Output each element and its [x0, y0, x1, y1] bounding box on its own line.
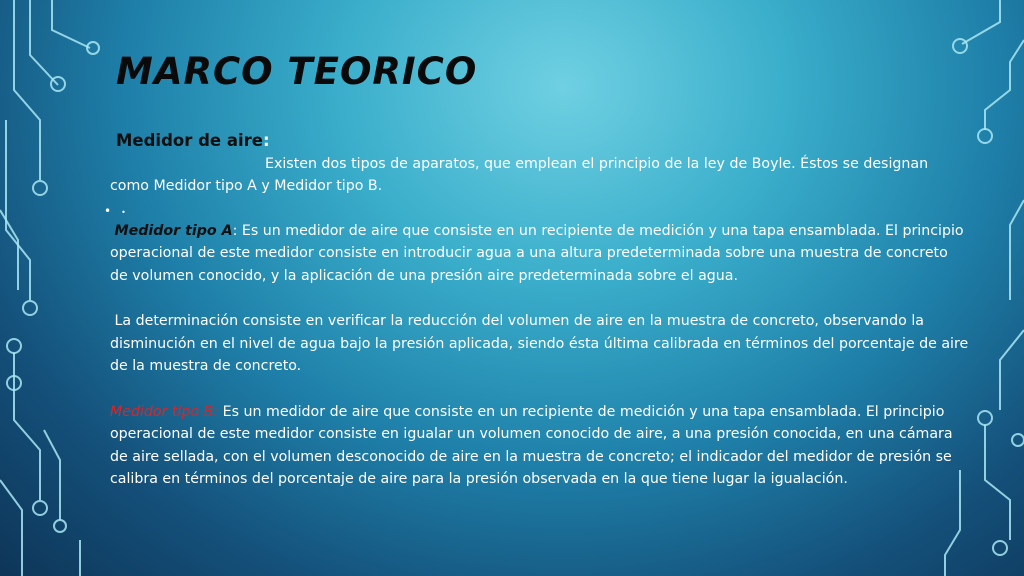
slide-body	[104, 130, 970, 491]
bullet-dot: •	[104, 203, 112, 218]
slide-title: MARCO TEORICO	[116, 50, 478, 93]
subheading	[116, 130, 970, 153]
intro-text: Existen dos tipos de aparatos, que emplean el principio de la ley de Boyle. Éstos se designan como Medidor tipo A y Medidor tipo B.	[110, 155, 929, 195]
paragraph-tipo-b-text: Es un medidor de aire que consiste en un recipiente de medición y una tapa ensamblada. El principio operacional de este medidor consiste en igualar un volumen conocido de aire, a una presión conocida, en una cámara de aire sellada, con el volumen desconocido de aire en la muestra de concreto; el indicador del medidor de presión se calibra en términos del porcentaje de aire para la presión observada en la que tiene lugar la igualación.	[110, 403, 953, 488]
intro-paragraph	[110, 153, 970, 198]
paragraph-determinacion-text: La determinación consiste en verificar la reducción del volumen de aire en la muestra de concreto, observando la disminución en el nivel de agua bajo la presión aplicada, siendo ésta última calibrada en términos del porcentaje de aire de la muestra de concreto.	[110, 313, 969, 375]
spacer	[110, 378, 970, 401]
paragraph-tipo-a	[110, 220, 970, 288]
term-medidor-tipo-b: Medidor tipo B:	[110, 403, 219, 420]
subheading-colon: :	[262, 131, 270, 150]
spacer	[110, 288, 970, 311]
bullet-dot: •	[121, 207, 126, 217]
paragraph-determinacion	[110, 310, 970, 378]
paragraph-tipo-a-text: : Es un medidor de aire que consiste en un recipiente de medición y una tapa ensamblada. El principio operacional de este medidor consiste en introducir agua a una altura predeterminada sobre una muestra de concreto de volumen conocido, y la aplicación de una presión aire predeterminada sobre el agua.	[110, 222, 964, 284]
term-medidor-tipo-a: Medidor tipo A	[114, 222, 233, 239]
empty-bullets	[104, 200, 970, 220]
subheading-text: Medidor de aire	[116, 131, 263, 150]
paragraph-tipo-b	[110, 401, 970, 491]
